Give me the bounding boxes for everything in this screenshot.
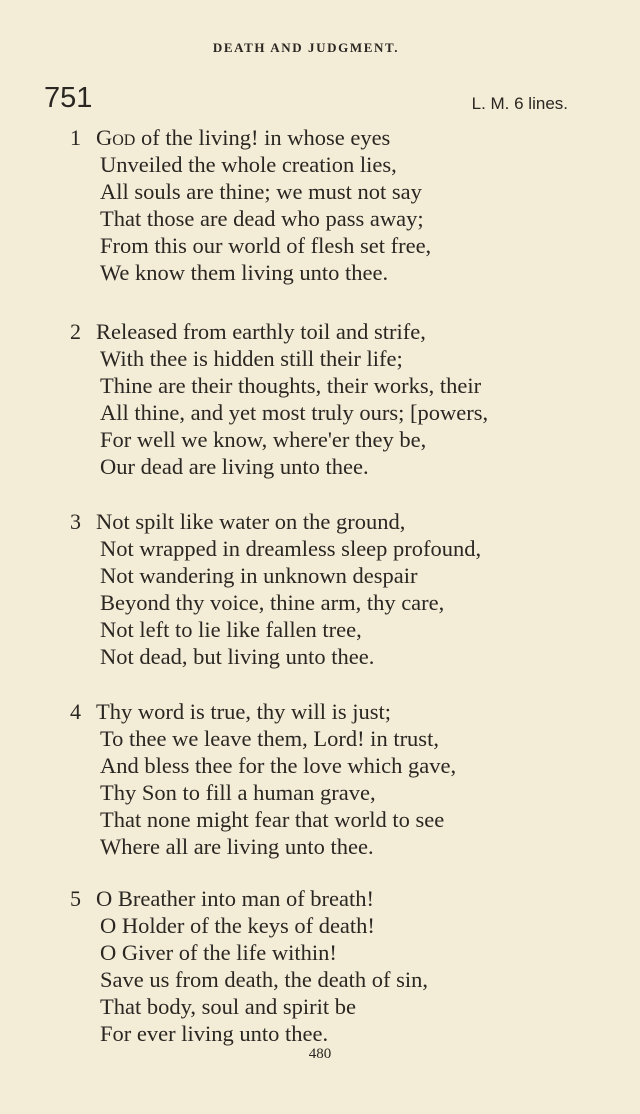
stanza-line: That body, soul and spirit be xyxy=(100,994,357,1019)
stanza-line: Not left to lie like fallen tree, xyxy=(100,617,362,642)
stanza-line: Thine are their thoughts, their works, their xyxy=(100,373,482,398)
stanza-line: We know them living unto thee. xyxy=(100,260,389,285)
stanza-line: Thy word is true, thy will is just; xyxy=(96,699,391,724)
stanza-line: For ever living unto thee. xyxy=(100,1021,329,1046)
stanza-line: From this our world of flesh set free, xyxy=(100,233,432,258)
stanza-line: Not wandering in unknown despair xyxy=(100,563,418,588)
stanza-line: And bless thee for the love which gave, xyxy=(100,753,457,778)
running-head: DEATH AND JUDGMENT. xyxy=(212,40,400,55)
first-word-small-caps: God xyxy=(96,125,136,150)
stanza-line: Not wrapped in dreamless sleep profound, xyxy=(100,536,482,561)
stanza-number: 4 xyxy=(70,699,81,724)
stanza-line: Save us from death, the death of sin, xyxy=(100,967,429,992)
first-line-rest: of the living! in whose eyes xyxy=(135,125,391,150)
stanza-line: Thy Son to fill a human grave, xyxy=(100,780,376,805)
stanza-line: Released from earthly toil and strife, xyxy=(96,319,426,344)
stanza-line: O Holder of the keys of death! xyxy=(100,913,375,938)
stanza-line: All souls are thine; we must not say xyxy=(100,179,422,204)
stanza-line: For well we know, where'er they be, xyxy=(100,427,427,452)
page-number: 480 xyxy=(308,1046,332,1062)
stanza-line: Beyond thy voice, thine arm, thy care, xyxy=(100,590,445,615)
hymn-number: 751 xyxy=(44,82,93,114)
stanza-line: O Breather into man of breath! xyxy=(96,886,375,911)
stanza-line xyxy=(96,124,390,151)
stanza-number: 2 xyxy=(70,319,81,344)
stanza-line: Not spilt like water on the ground, xyxy=(96,509,406,534)
stanza-line: With thee is hidden still their life; xyxy=(100,346,403,371)
stanza-line: Where all are living unto thee. xyxy=(100,834,374,859)
stanza-line: To thee we leave them, Lord! in trust, xyxy=(100,726,439,751)
stanza-line: That those are dead who pass away; xyxy=(100,206,424,231)
stanza-number: 5 xyxy=(70,886,81,911)
stanza-line: All thine, and yet most truly ours; [powers, xyxy=(100,400,489,425)
stanza-line: That none might fear that world to see xyxy=(100,807,445,832)
stanza-line: O Giver of the life within! xyxy=(100,940,337,965)
meter-label: L. M. 6 lines. xyxy=(471,94,568,113)
stanza-line: Unveiled the whole creation lies, xyxy=(100,152,397,177)
stanza-line: Not dead, but living unto thee. xyxy=(100,644,375,669)
stanza-line: Our dead are living unto thee. xyxy=(100,454,369,479)
stanza-number: 3 xyxy=(70,509,81,534)
stanza-number: 1 xyxy=(70,125,81,150)
